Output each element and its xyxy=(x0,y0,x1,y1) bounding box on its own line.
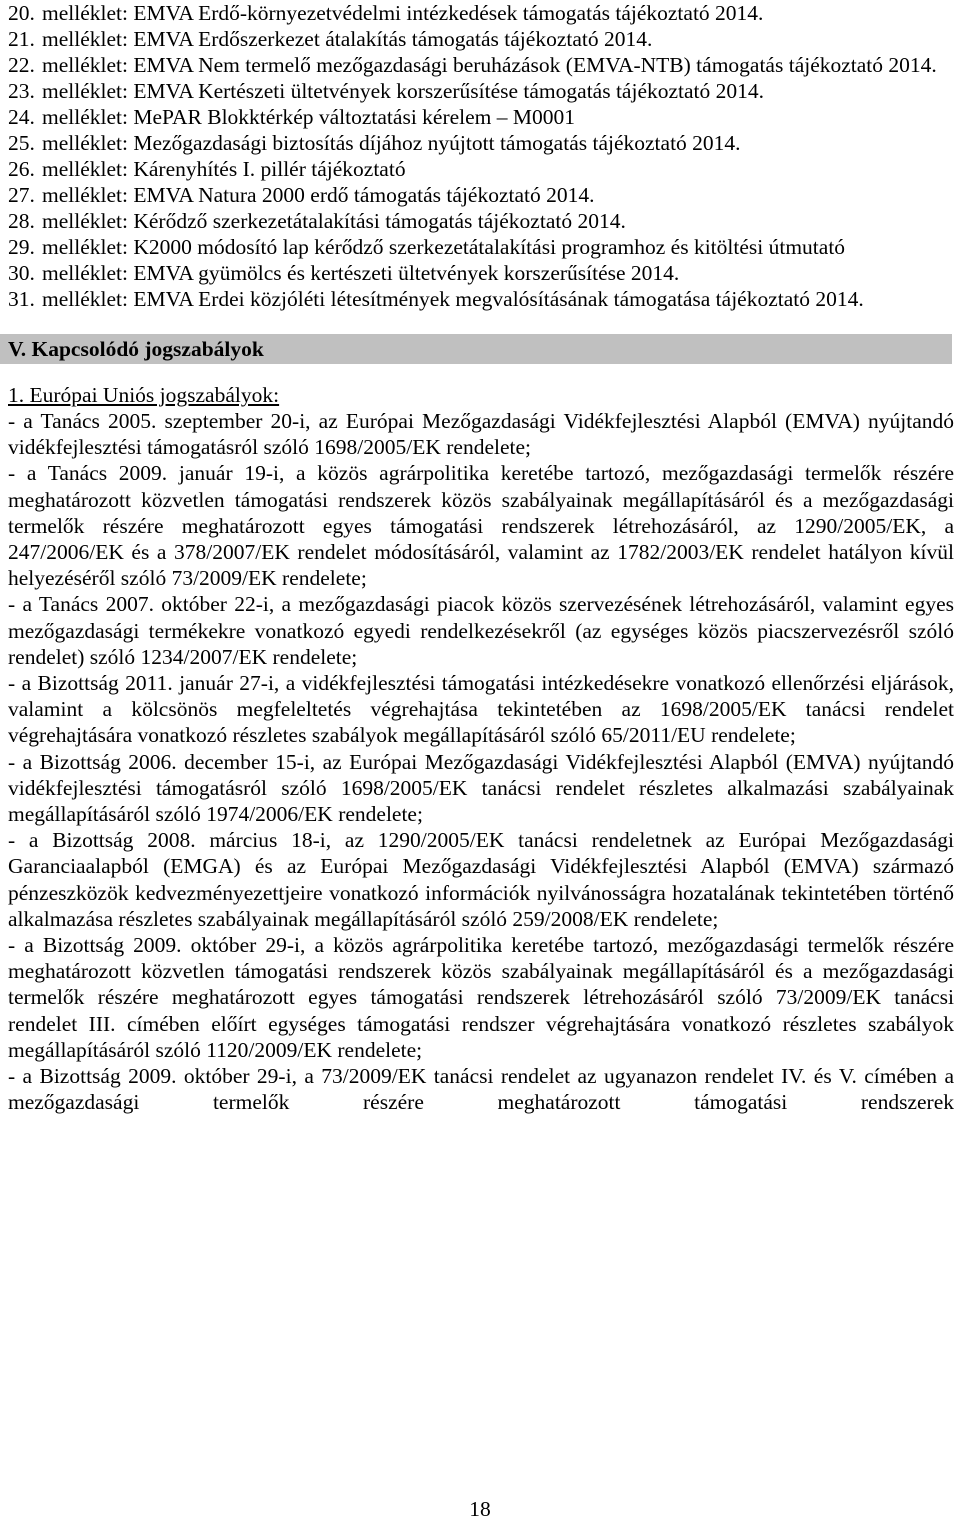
appendix-item xyxy=(8,26,954,52)
appendix-number: 25. xyxy=(8,131,35,155)
law-item: - a Bizottság 2009. október 29-i, a 73/2009/EK tanácsi rendelet az ugyanazon rendelet IV. és V. címében a mezőgazdasági termelők részére meghatározott támogatási rendszerek xyxy=(8,1064,954,1115)
appendix-text: melléklet: Mezőgazdasági biztosítás díjához nyújtott támogatás tájékoztató 2014. xyxy=(42,131,741,155)
appendix-item xyxy=(8,260,954,286)
appendix-text: melléklet: Kárenyhítés I. pillér tájékoztató xyxy=(42,157,406,181)
appendix-text: melléklet: EMVA Kertészeti ültetvények korszerűsítése támogatás tájékoztató 2014. xyxy=(42,79,765,103)
law-list xyxy=(8,408,954,1115)
appendix-number: 26. xyxy=(8,157,35,181)
appendix-text: melléklet: EMVA gyümölcs és kertészeti ültetvények korszerűsítése 2014. xyxy=(42,261,680,285)
appendix-text: melléklet: K2000 módosító lap kérődző szerkezetátalakítási programhoz és kitöltési útmutató xyxy=(42,235,846,259)
law-item: - a Bizottság 2006. december 15-i, az Európai Mezőgazdasági Vidékfejlesztési Alapból (EMVA) nyújtandó vidékfejlesztési támogatásról szóló 1698/2005/EK tanácsi rendelet részletes alkalmazási szabályainak megállapításáról szóló 1974/2006/EK rendelete; xyxy=(8,749,954,827)
document-page xyxy=(8,0,954,1115)
appendix-text: melléklet: EMVA Natura 2000 erdő támogatás tájékoztató 2014. xyxy=(42,183,595,207)
appendix-number: 21. xyxy=(8,27,35,51)
appendix-number: 30. xyxy=(8,261,35,285)
appendix-item xyxy=(8,156,954,182)
appendix-item xyxy=(8,130,954,156)
appendix-item xyxy=(8,182,954,208)
appendix-item xyxy=(8,0,954,26)
appendix-text: melléklet: MePAR Blokktérkép változtatási kérelem – M0001 xyxy=(42,105,576,129)
law-item: - a Tanács 2005. szeptember 20-i, az Európai Mezőgazdasági Vidékfejlesztési Alapból (EMVA) nyújtandó vidékfejlesztési támogatásról szóló 1698/2005/EK rendelete; xyxy=(8,409,954,460)
appendix-text: melléklet: EMVA Nem termelő mezőgazdasági beruházások (EMVA-NTB) támogatás tájékoztató 2014. xyxy=(42,53,937,77)
appendix-number: 28. xyxy=(8,209,35,233)
appendix-number: 29. xyxy=(8,235,35,259)
section-heading: V. Kapcsolódó jogszabályok xyxy=(0,334,952,364)
appendix-item xyxy=(8,286,954,312)
appendix-list xyxy=(8,0,954,312)
appendix-item xyxy=(8,208,954,234)
appendix-item xyxy=(8,234,954,260)
appendix-text: melléklet: EMVA Erdei közjóléti létesítmények megvalósításának támogatása tájékoztató 2014. xyxy=(42,287,864,311)
appendix-number: 31. xyxy=(8,287,35,311)
appendix-number: 20. xyxy=(8,1,35,25)
law-item: - a Bizottság 2009. október 29-i, a közös agrárpolitika keretébe tartozó, mezőgazdasági termelők részére meghatározott közvetlen támogatási rendszerek közös szabályainak megállapításáról és a mezőgazdasági termelők részére meghatározott egyes támogatási rendszerek létrehozásáról szóló 73/2009/EK tanácsi rendelet III. címében előírt egységes támogatási rendszer végrehajtására vonatkozó részletes szabályok megállapításáról szóló 1120/2009/EK rendelete; xyxy=(8,933,954,1062)
appendix-text: melléklet: Kérődző szerkezetátalakítási támogatás tájékoztató 2014. xyxy=(42,209,626,233)
appendix-text: melléklet: EMVA Erdő-környezetvédelmi intézkedések támogatás tájékoztató 2014. xyxy=(42,1,764,25)
law-item: - a Bizottság 2011. január 27-i, a vidékfejlesztési támogatási intézkedésekre vonatkozó ellenőrzési eljárások, valamint a kölcsönös megfeleltetés végrehajtása tekintetében az 1698/2005/EK tanácsi rendelet végrehajtására vonatkozó részletes szabályok megállapításáról szóló 65/2011/EU rendelete; xyxy=(8,671,954,748)
subsection-title: 1. Európai Uniós jogszabályok: xyxy=(8,383,280,407)
appendix-number: 27. xyxy=(8,183,35,207)
appendix-item xyxy=(8,78,954,104)
appendix-item xyxy=(8,104,954,130)
law-item: - a Tanács 2009. január 19-i, a közös agrárpolitika keretébe tartozó, mezőgazdasági termelők részére meghatározott közvetlen támogatási rendszerek közös szabályainak megállapításáról és a mezőgazdasági termelők részére meghatározott egyes támogatási rendszerek létrehozásáról, az 1290/2005/EK, a 247/2006/EK és a 378/2007/EK rendelet módosításáról, valamint az 1782/2003/EK rendelet hatályon kívül helyezéséről szóló 73/2009/EK rendelete; xyxy=(8,461,954,591)
appendix-number: 22. xyxy=(8,53,35,77)
law-item: - a Bizottság 2008. március 18-i, az 1290/2005/EK tanácsi rendeletnek az Európai Mezőgazdasági Garanciaalapból (EMGA) és az Európai Mezőgazdasági Vidékfejlesztési Alapból (EMVA) származó pénzeszközök kedvezményezettjeire vonatkozó információk nyilvánosságra hozatalának tekintetében történő alkalmazása részletes szabályainak megállapításáról szóló 259/2008/EK rendelete; xyxy=(8,828,954,931)
page-number: 18 xyxy=(469,1497,491,1521)
appendix-text: melléklet: EMVA Erdőszerkezet átalakítás támogatás tájékoztató 2014. xyxy=(42,27,653,51)
law-item: - a Tanács 2007. október 22-i, a mezőgazdasági piacok közös szervezésének létrehozásáról, valamint egyes mezőgazdasági termékekre vonatkozó egyedi rendelkezésekről (az egységes közös piacszervezésről szóló rendelet) szóló 1234/2007/EK rendelete; xyxy=(8,592,954,669)
appendix-item xyxy=(8,52,954,78)
appendix-number: 23. xyxy=(8,79,35,103)
appendix-number: 24. xyxy=(8,105,35,129)
